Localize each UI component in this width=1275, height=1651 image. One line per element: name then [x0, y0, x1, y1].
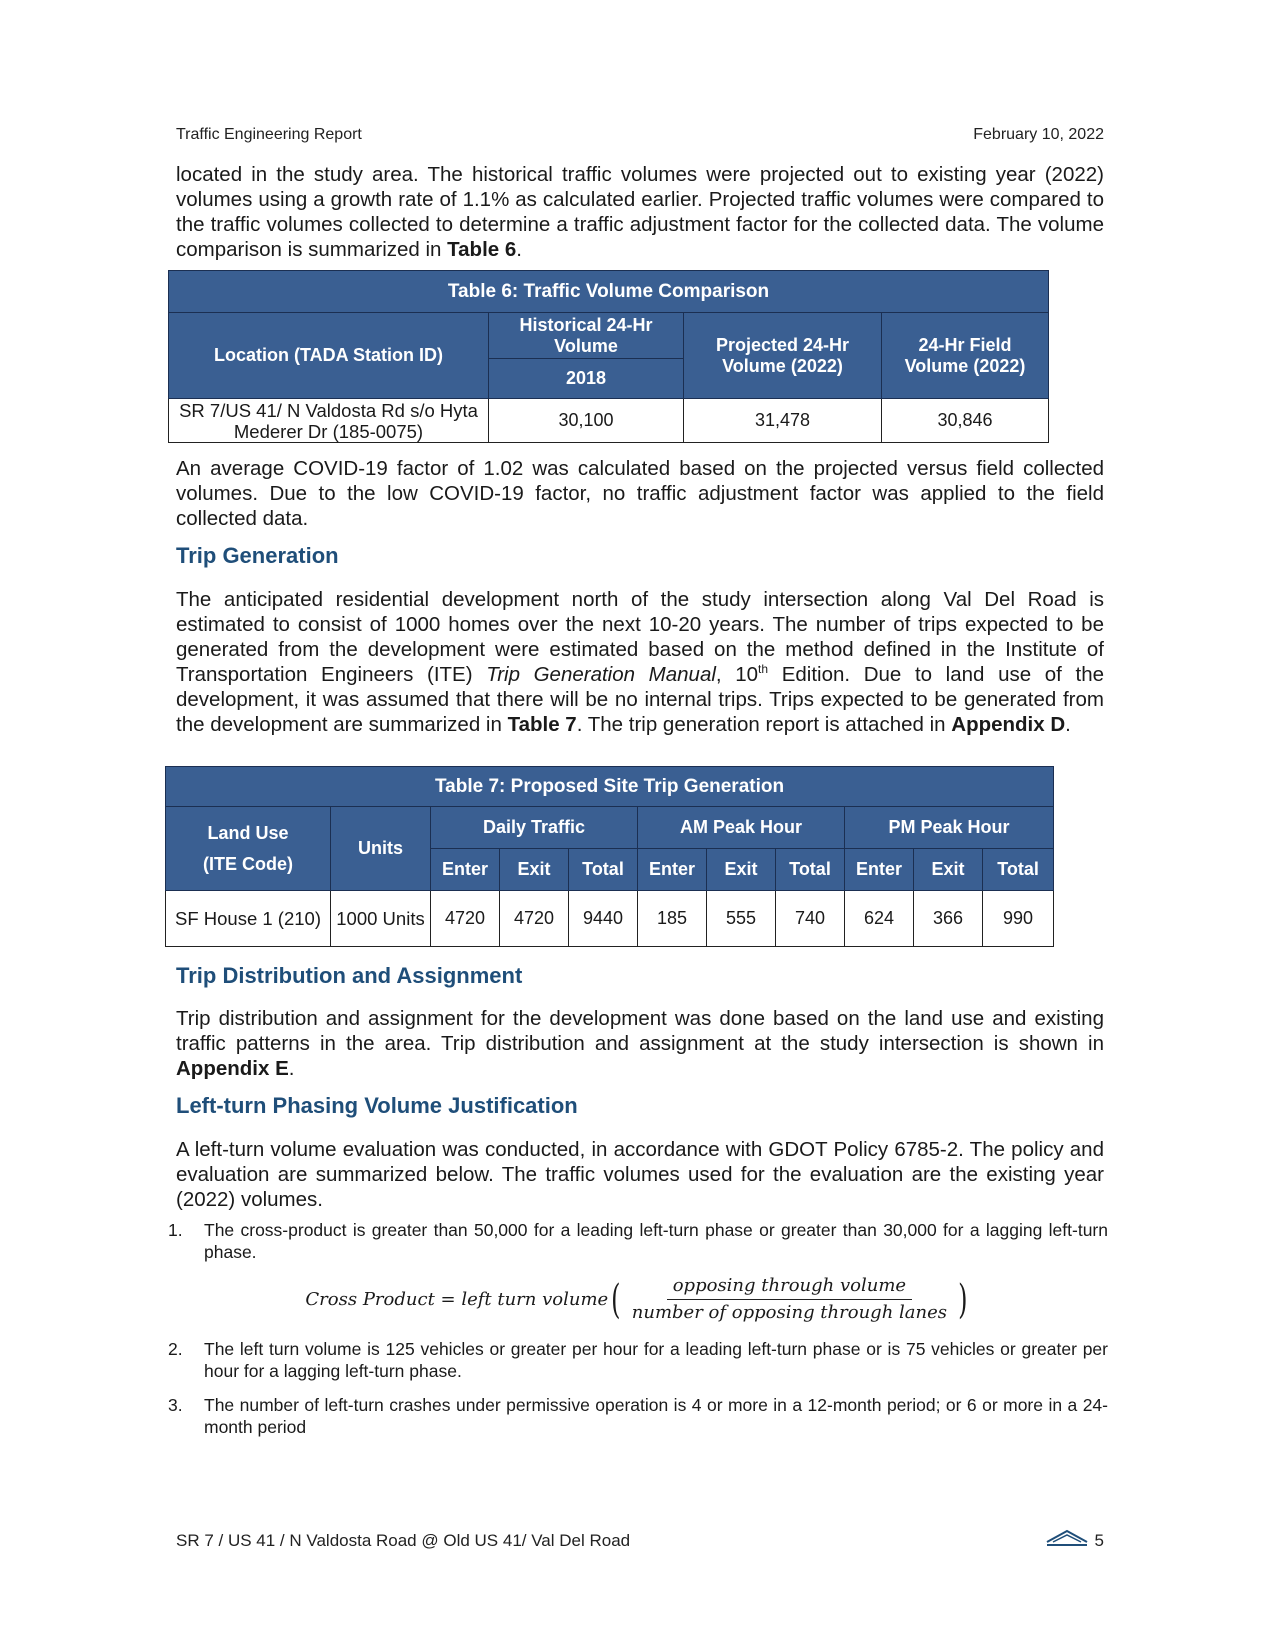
intro-text: located in the study area. The historical traffic volumes were projected out to existing year (2022) volumes using a growth rate of 1.1% as calculated earlier. Projected traffic volumes were compared to the traffic volumes collected to determine a traffic adjustment factor for the collected data. The volume comparison is summarized in: [176, 163, 1104, 261]
trip-generation-section: [176, 543, 1104, 569]
table-7-container: [165, 766, 1053, 947]
trip-distribution-paragraph: [176, 1006, 1104, 1081]
trip-distribution-section: [176, 963, 1104, 989]
covid-section: [176, 456, 1104, 531]
table-6-header-year: 2018: [489, 359, 684, 399]
list-item-number: 2.: [168, 1339, 183, 1359]
table-6-caption: Table 6: Traffic Volume Comparison: [169, 271, 1049, 313]
tg-text-4: . The trip generation report is attached in: [576, 713, 952, 736]
table-7-cell-daily-enter: 4720: [431, 891, 500, 947]
formula-lhs: Cross Product = left turn volume: [305, 1288, 609, 1310]
left-turn-section: [176, 1093, 1104, 1119]
page-footer: [176, 1528, 1104, 1553]
intro-table-ref: Table 6: [447, 238, 517, 261]
table-7-header-units: Units: [331, 807, 431, 891]
page-number: 5: [1094, 1530, 1104, 1550]
td-appendix-ref: Appendix E: [176, 1057, 289, 1080]
report-date: February 10, 2022: [973, 126, 1104, 143]
intro-section: [176, 162, 1104, 262]
criteria-list-container: [168, 1219, 1108, 1450]
table-7-header-am: AM Peak Hour: [638, 807, 845, 849]
list-item: [168, 1219, 1108, 1263]
table-7-cell-units: 1000 Units: [331, 891, 431, 947]
table-6: [168, 270, 1049, 443]
list-item-text: The number of left-turn crashes under permissive operation is 4 or more in a 12-month period; or 6 or more in a 24-month period: [204, 1395, 1108, 1437]
td-text: Trip distribution and assignment for the development was done based on the land use and existing traffic patterns in the area. Trip distribution and assignment at the study intersection is shown in: [176, 1007, 1104, 1055]
table-6-header-projected: Projected 24-Hr Volume (2022): [684, 313, 882, 399]
table-7: [165, 766, 1054, 947]
formula-numerator: opposing through volume: [667, 1275, 912, 1300]
table-row: [166, 891, 1054, 947]
tg-manual-title: Trip Generation Manual: [486, 663, 716, 686]
table-6-cell-historical: 30,100: [489, 399, 684, 443]
report-title: Traffic Engineering Report: [176, 126, 362, 143]
table-7-sub-total: Total: [569, 849, 638, 891]
table-7-cell-am-exit: 555: [707, 891, 776, 947]
ite-code-label: (ITE Code): [203, 853, 293, 874]
table-6-cell-location: SR 7/US 41/ N Valdosta Rd s/o Hyta Mederer Dr (185-0075): [169, 399, 489, 443]
list-item-number: 1.: [168, 1220, 183, 1240]
trip-distribution-heading: Trip Distribution and Assignment: [176, 963, 523, 988]
intro-paragraph: [176, 162, 1104, 262]
table-7-caption: Table 7: Proposed Site Trip Generation: [166, 767, 1054, 807]
trip-distribution-body: [176, 1006, 1104, 1081]
tg-text-3: Edition. Due to land use of the development, it was assumed that there will be no internal trips. Trips expected to be generated from the development are summarized in: [176, 663, 1104, 736]
page-header: [176, 126, 1104, 144]
formula-fraction: [626, 1275, 953, 1324]
table-7-cell-land-use: SF House 1 (210): [166, 891, 331, 947]
table-7-sub-enter: Enter: [431, 849, 500, 891]
tg-text-1: The anticipated residential development north of the study intersection along Val Del Road is estimated to consist of 1000 homes over the next 10-20 years. The number of trips expected to be generated from the development were estimated based on the method defined in the Institute of Transportation Engineers (ITE): [176, 588, 1104, 686]
table-7-header-pm: PM Peak Hour: [845, 807, 1054, 849]
table-7-cell-pm-enter: 624: [845, 891, 914, 947]
table-7-cell-am-enter: 185: [638, 891, 707, 947]
tg-superscript: th: [758, 662, 769, 677]
trip-generation-heading: Trip Generation: [176, 543, 339, 568]
cross-product-formula: [168, 1275, 1108, 1324]
table-6-header-field: 24-Hr Field Volume (2022): [882, 313, 1049, 399]
list-item-text: The cross-product is greater than 50,000 for a leading left-turn phase or greater than 30,000 for a lagging left-turn phase.: [204, 1220, 1108, 1262]
formula-close-paren: ): [958, 1276, 968, 1323]
table-7-cell-daily-exit: 4720: [500, 891, 569, 947]
table-6-cell-field: 30,846: [882, 399, 1049, 443]
tg-text-2: , 10: [715, 663, 759, 686]
table-7-sub-enter: Enter: [638, 849, 707, 891]
table-7-sub-exit: Exit: [707, 849, 776, 891]
table-6-header-location: Location (TADA Station ID): [169, 313, 489, 399]
table-6-container: [168, 270, 1048, 443]
footer-project-title: SR 7 / US 41 / N Valdosta Road @ Old US 41/ Val Del Road: [176, 1530, 631, 1550]
company-logo-icon: [1045, 1528, 1089, 1553]
criteria-list: [168, 1219, 1108, 1438]
land-use-label: Land Use: [207, 822, 289, 843]
list-item: [168, 1394, 1108, 1438]
footer-page-info: [1045, 1528, 1104, 1553]
list-item: [168, 1338, 1108, 1382]
tg-appendix-ref: Appendix D: [951, 713, 1066, 736]
td-end: .: [288, 1057, 295, 1080]
left-turn-paragraph: A left-turn volume evaluation was conducted, in accordance with GDOT Policy 6785-2. The policy and evaluation are summarized below. The traffic volumes used for the evaluation are the existing year (2022) volumes.: [176, 1138, 1104, 1211]
list-item-number: 3.: [168, 1395, 183, 1415]
table-6-cell-projected: 31,478: [684, 399, 882, 443]
trip-generation-body: [176, 587, 1104, 737]
intro-end: .: [516, 238, 522, 261]
table-7-sub-exit: Exit: [500, 849, 569, 891]
covid-paragraph: An average COVID-19 factor of 1.02 was calculated based on the projected versus field collected volumes. Due to the low COVID-19 factor, no traffic adjustment factor was applied to the field collected data.: [176, 457, 1104, 530]
table-7-sub-enter: Enter: [845, 849, 914, 891]
table-7-sub-total: Total: [776, 849, 845, 891]
table-7-cell-am-total: 740: [776, 891, 845, 947]
table-7-cell-pm-exit: 366: [914, 891, 983, 947]
table-7-cell-pm-total: 990: [983, 891, 1054, 947]
formula-open-paren: (: [611, 1276, 621, 1323]
formula-row: [168, 1275, 1108, 1324]
tg-text-5: .: [1065, 713, 1071, 736]
trip-generation-paragraph: [176, 587, 1104, 737]
table-row: [169, 399, 1049, 443]
table-7-sub-total: Total: [983, 849, 1054, 891]
left-turn-body: [176, 1137, 1104, 1212]
table-7-header-daily: Daily Traffic: [431, 807, 638, 849]
list-item-text: The left turn volume is 125 vehicles or greater per hour for a leading left-turn phase or is 75 vehicles or greater per hour for a lagging left-turn phase.: [204, 1339, 1108, 1381]
tg-table-ref: Table 7: [507, 713, 577, 736]
table-7-header-land-use: [166, 807, 331, 891]
table-6-header-historical: Historical 24-Hr Volume: [489, 313, 684, 359]
table-7-sub-exit: Exit: [914, 849, 983, 891]
table-7-cell-daily-total: 9440: [569, 891, 638, 947]
left-turn-heading: Left-turn Phasing Volume Justification: [176, 1093, 578, 1118]
formula-denominator: number of opposing through lanes: [631, 1302, 947, 1323]
